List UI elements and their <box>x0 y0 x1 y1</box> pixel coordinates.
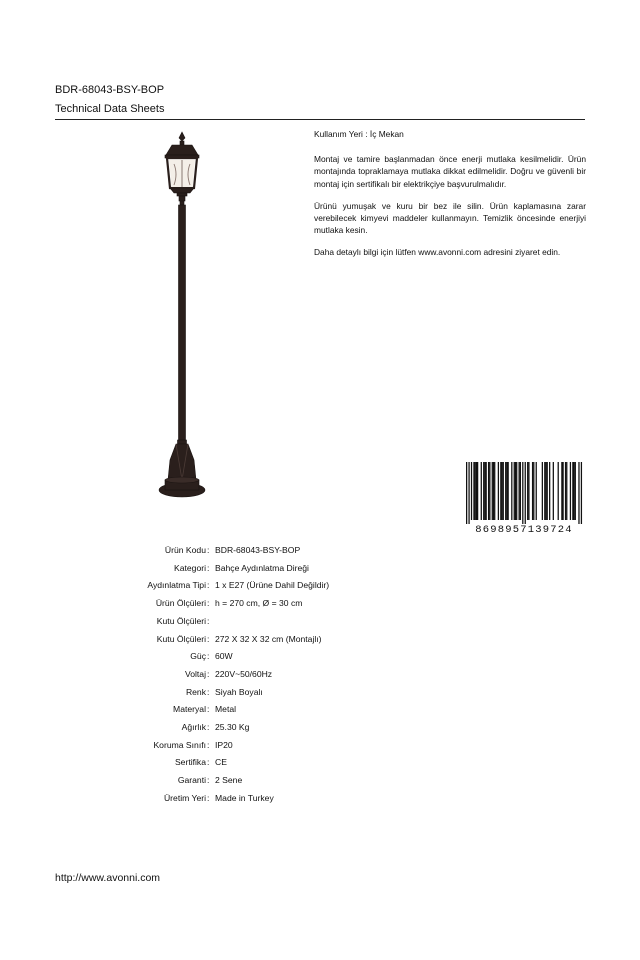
spec-value: 1 x E27 (Ürüne Dahil Değildir) <box>215 580 330 591</box>
spec-colon: : <box>207 651 210 662</box>
spec-row <box>0 703 640 715</box>
spec-value: 25.30 Kg <box>215 722 250 732</box>
spec-label: Ağırlık <box>181 722 206 732</box>
barcode-bar <box>520 462 521 520</box>
spec-value: 2 Sene <box>215 775 243 786</box>
barcode-bar <box>471 462 472 520</box>
lamp-post-image <box>150 130 214 510</box>
barcode-bar <box>536 462 537 520</box>
barcode-bar <box>573 462 574 520</box>
spec-value: Metal <box>215 704 237 715</box>
usage-notes <box>314 128 586 269</box>
barcode-bar <box>483 462 484 520</box>
barcode-bar <box>515 462 516 520</box>
cleaning-instructions: Ürünü yumuşak ve kuru bir bez ile silin. Ürün kaplamasına zarar verebilecek kimyevi maddeler kullanmayın. Temizlik öncesinde enerjiyi mutlaka kesin. <box>314 200 586 236</box>
barcode-bar <box>503 462 504 520</box>
barcode-bar <box>522 462 523 524</box>
spec-label: Koruma Sınıfı <box>153 739 206 750</box>
spec-value: CE <box>215 757 227 768</box>
barcode-bar <box>488 462 489 520</box>
spec-row <box>0 633 640 645</box>
barcode-bar <box>566 462 567 520</box>
barcode-bar <box>575 462 576 520</box>
spec-label: Renk <box>185 686 206 697</box>
header-divider <box>55 119 585 120</box>
spec-row <box>0 650 640 662</box>
spec-label: Voltaj <box>184 668 206 679</box>
barcode-bar <box>542 462 543 520</box>
barcode-bar <box>565 462 566 520</box>
website-note: Daha detaylı bilgi için lütfen www.avonni.com adresini ziyaret edin. <box>314 247 561 258</box>
barcode-bar <box>475 462 476 520</box>
barcode-bar <box>533 462 534 520</box>
spec-colon: : <box>207 757 210 768</box>
spec-colon: : <box>207 792 210 803</box>
barcode-bar <box>486 462 487 520</box>
spec-colon: : <box>207 739 210 750</box>
product-code-header: BDR-68043-BSY-BOP <box>55 84 165 96</box>
usage-location-note: Kullanım Yeri : İç Mekan <box>314 129 404 139</box>
spec-colon: : <box>207 775 210 786</box>
barcode-digits: 8698957139724 <box>475 524 573 534</box>
spec-colon: : <box>207 580 210 591</box>
barcode-bar <box>578 462 579 524</box>
barcode-bars <box>466 462 582 524</box>
spec-label: Materyal <box>173 704 206 715</box>
barcode-bar <box>494 462 495 520</box>
spec-label: Güç <box>190 651 206 662</box>
spec-colon: : <box>207 598 210 609</box>
barcode-bar <box>525 462 526 524</box>
barcode-bar <box>547 462 548 520</box>
barcode-bar <box>561 462 562 520</box>
spec-value: 272 X 32 X 32 cm (Montajlı) <box>215 633 322 644</box>
barcode-bar <box>500 462 501 520</box>
spec-colon: : <box>207 668 210 679</box>
barcode-bar <box>514 462 515 520</box>
spec-row <box>0 544 640 556</box>
barcode-bar <box>476 462 477 520</box>
barcode-bar <box>477 462 478 520</box>
barcode-bar <box>481 462 482 520</box>
website-link[interactable]: http://www.avonni.com <box>55 872 161 884</box>
spec-row <box>0 579 640 591</box>
spec-row <box>0 774 640 786</box>
spec-label: Üretim Yeri <box>163 792 206 803</box>
spec-label: Aydınlatma Tipi <box>147 580 206 591</box>
spec-label: Kategori <box>173 562 206 573</box>
barcode-bar <box>553 462 554 520</box>
spec-value: IP20 <box>215 739 233 750</box>
spec-label: Garanti <box>177 775 206 786</box>
spec-value: 60W <box>215 651 233 662</box>
barcode-bar <box>508 462 509 520</box>
spec-colon: : <box>207 562 210 573</box>
barcode-bar <box>532 462 533 520</box>
barcode <box>463 462 585 534</box>
barcode-bar <box>473 462 474 520</box>
barcode-bar <box>484 462 485 520</box>
spec-label: Kutu Ölçüleri <box>156 633 206 644</box>
barcode-bar <box>562 462 563 520</box>
spec-row <box>0 792 640 804</box>
spec-value: h = 270 cm, Ø = 30 cm <box>215 598 303 609</box>
spec-row <box>0 668 640 680</box>
spec-colon: : <box>207 722 210 732</box>
barcode-bar <box>545 462 546 520</box>
spec-value: Siyah Boyalı <box>215 686 263 697</box>
barcode-bar <box>498 462 499 520</box>
barcode-bar <box>528 462 529 520</box>
spec-row <box>0 562 640 574</box>
spec-label: Ürün Kodu <box>164 545 206 555</box>
spec-row <box>0 739 640 751</box>
spec-row <box>0 597 640 609</box>
barcode-bar <box>527 462 528 520</box>
spec-row <box>0 721 640 733</box>
spec-value: Made in Turkey <box>215 792 274 803</box>
spec-label: Ürün Ölçüleri <box>155 598 206 609</box>
spec-value: Bahçe Aydınlatma Direği <box>215 562 309 573</box>
spec-value: 220V~50/60Hz <box>215 668 273 679</box>
barcode-bar <box>516 462 517 520</box>
barcode-bar <box>581 462 582 524</box>
document-subtitle: Technical Data Sheets <box>55 103 165 115</box>
barcode-bar <box>519 462 520 520</box>
barcode-bar <box>570 462 571 520</box>
spec-value: BDR-68043-BSY-BOP <box>215 545 301 555</box>
barcode-bar <box>506 462 507 520</box>
barcode-bar <box>549 462 550 520</box>
spec-colon: : <box>207 633 210 644</box>
spec-colon: : <box>207 704 210 715</box>
spec-row <box>0 686 640 698</box>
barcode-bar <box>468 462 469 524</box>
spec-colon: : <box>207 615 210 626</box>
spec-row <box>0 615 640 627</box>
barcode-bar <box>505 462 506 520</box>
spec-colon: : <box>207 686 210 697</box>
barcode-bar <box>501 462 502 520</box>
barcode-bar <box>492 462 493 520</box>
spec-row <box>0 756 640 768</box>
barcode-bar <box>466 462 467 524</box>
barcode-bar <box>558 462 559 520</box>
spec-label: Kutu Ölçüleri <box>156 615 206 626</box>
barcode-bar <box>489 462 490 520</box>
spec-label: Sertifika <box>174 757 206 768</box>
barcode-bar <box>493 462 494 520</box>
barcode-bar <box>511 462 512 520</box>
installation-warning: Montaj ve tamire başlanmadan önce enerji mutlaka kesilmelidir. Ürün montajında topraklamaya mutlaka dikkat edilmelidir. Doğru ve güvenli bir montaj için sertifikalı bir elektrikçiye başvurulmalıdır. <box>314 154 586 189</box>
barcode-bar <box>572 462 573 520</box>
barcode-bar <box>544 462 545 520</box>
spec-colon: : <box>207 545 210 555</box>
